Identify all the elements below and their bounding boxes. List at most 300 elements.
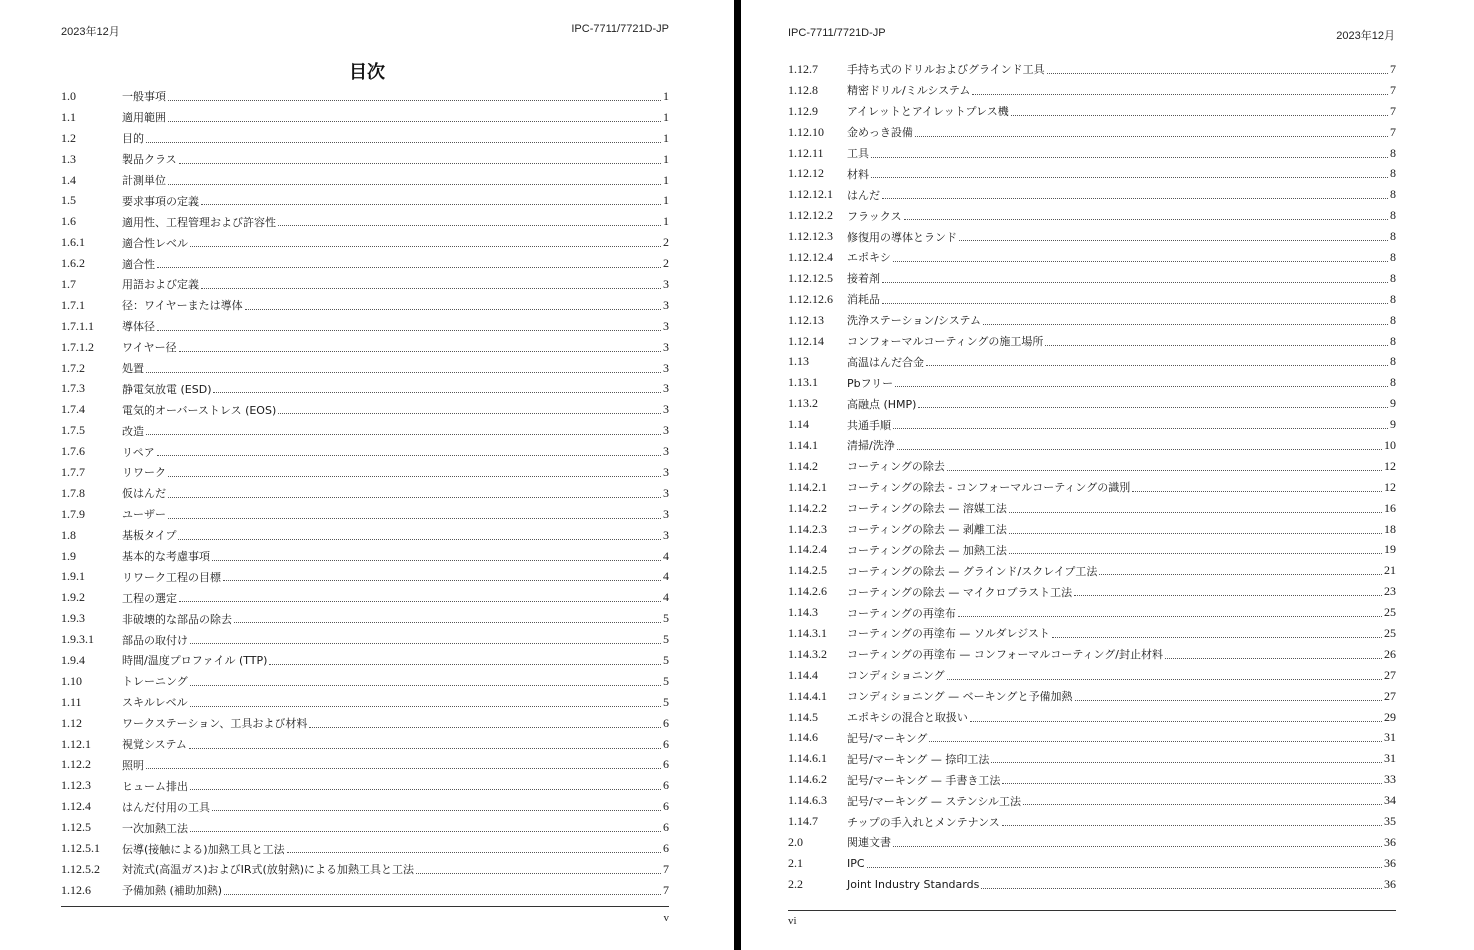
- toc-section-number: 1.12.5.1: [61, 841, 100, 855]
- toc-section-number: 1.12.13: [788, 312, 824, 327]
- toc-section-number: 1.14.2: [788, 458, 818, 473]
- toc-entry[interactable]: [788, 539, 1396, 560]
- toc-section-title: 適合性: [122, 257, 155, 271]
- toc-section-number: 1.14.6.1: [788, 751, 827, 766]
- toc-leader-dots: [893, 846, 1382, 847]
- header-doc-id: IPC-7711/7721D-JP: [788, 27, 886, 39]
- toc-page-number: 3: [663, 297, 669, 312]
- toc-entry[interactable]: [788, 602, 1396, 623]
- toc-entry[interactable]: [61, 107, 669, 128]
- toc-entry[interactable]: [61, 337, 669, 358]
- toc-section-title: 一次加熱工法: [122, 821, 188, 835]
- toc-section-title: コンディショニング — ベーキングと予備加熱: [847, 690, 1073, 704]
- toc-section-number: 1.13.2: [788, 396, 818, 411]
- toc-section-title: 修復用の導体とランド: [847, 230, 957, 244]
- toc-page-number: 8: [1390, 208, 1396, 223]
- toc-section-number: 1.7: [61, 276, 76, 291]
- toc-leader-dots: [168, 184, 661, 185]
- toc-entry[interactable]: [788, 184, 1396, 205]
- toc-section-number: 1.9: [61, 548, 76, 563]
- toc-page-number: 3: [663, 276, 669, 291]
- toc-page-number: 16: [1384, 500, 1396, 515]
- toc-page-number: 1: [663, 88, 669, 103]
- toc-section-title: 工程の選定: [122, 591, 177, 605]
- toc-page-number: 3: [663, 423, 669, 438]
- toc-page-number: 7: [1390, 124, 1396, 139]
- toc-section-title: ヒューム排出: [122, 779, 188, 793]
- toc-page-number: 5: [663, 694, 669, 709]
- toc-section-title: フラックス: [847, 209, 902, 223]
- toc-entry[interactable]: [788, 310, 1396, 331]
- toc-section-number: 1.13: [788, 354, 809, 369]
- toc-leader-dots: [1002, 783, 1382, 784]
- toc-entry[interactable]: [61, 859, 669, 880]
- toc-entry[interactable]: [788, 581, 1396, 602]
- toc-leader-dots: [168, 100, 661, 101]
- toc-section-title: コーティングの除去 — 加熱工法: [847, 543, 1007, 557]
- toc-leader-dots: [190, 706, 661, 707]
- page-divider: [734, 0, 741, 950]
- toc-section-number: 1.12.12.2: [788, 208, 833, 223]
- toc-section-number: 1.7.7: [61, 464, 85, 479]
- toc-section-title: ワイヤー径: [122, 341, 177, 355]
- toc-page-number: 18: [1384, 521, 1396, 536]
- toc-entry[interactable]: [788, 853, 1396, 874]
- toc-section-number: 1.12.5.2: [61, 861, 100, 876]
- toc-entry[interactable]: [61, 378, 669, 399]
- toc-leader-dots: [1023, 804, 1382, 805]
- toc-entry[interactable]: [61, 629, 669, 650]
- toc-entry[interactable]: [61, 149, 669, 170]
- page-title: 目次: [349, 62, 385, 83]
- toc-entry[interactable]: [61, 211, 669, 232]
- toc-page-number: 8: [1390, 249, 1396, 264]
- toc-leader-dots: [1002, 825, 1382, 826]
- toc-page-number: 3: [663, 464, 669, 479]
- toc-section-number: 1.14.7: [788, 814, 818, 828]
- toc-entry[interactable]: [788, 351, 1396, 372]
- toc-section-title: 導体径: [122, 320, 155, 334]
- toc-page-number: 29: [1384, 709, 1396, 724]
- toc-section-title: 静電気放電 (ESD): [122, 382, 212, 396]
- toc-section-number: 1.7.1.1: [61, 318, 94, 333]
- toc-section-title: 記号/マーキング: [847, 731, 928, 745]
- toc-entry[interactable]: [61, 713, 669, 734]
- toc-entry[interactable]: [788, 644, 1396, 665]
- toc-section-number: 1.12.2: [61, 757, 91, 772]
- toc-leader-dots: [1045, 345, 1388, 346]
- toc-page-number: 6: [663, 715, 669, 730]
- toc-leader-dots: [223, 580, 661, 581]
- toc-section-title: 適用範囲: [122, 111, 166, 125]
- toc-section-number: 1.6.1: [61, 235, 85, 250]
- toc-entry[interactable]: [61, 441, 669, 462]
- toc-page-number: 35: [1384, 814, 1396, 828]
- toc-section-title: リワーク: [122, 466, 166, 480]
- toc-section-title: 時間/温度プロファイル (TTP): [122, 654, 268, 668]
- toc-page-number: 7: [1390, 82, 1396, 97]
- toc-leader-dots: [915, 136, 1388, 137]
- toc-entry[interactable]: [788, 289, 1396, 310]
- toc-section-number: 1.12.12.5: [788, 270, 833, 285]
- toc-leader-dots: [416, 873, 661, 874]
- toc-entry[interactable]: [61, 671, 669, 692]
- toc-section-title: 予備加熱 (補助加熱): [122, 884, 223, 898]
- toc-entry[interactable]: [61, 775, 669, 796]
- toc-section-title: ユーザー: [122, 508, 166, 522]
- toc-entry[interactable]: [788, 874, 1396, 895]
- toc-leader-dots: [947, 470, 1382, 471]
- toc-section-number: 1.6: [61, 214, 76, 229]
- toc-page-number: 9: [1390, 417, 1396, 432]
- toc-entry[interactable]: [788, 101, 1396, 122]
- toc-section-number: 1.14.2.4: [788, 542, 827, 557]
- toc-section-title: 仮はんだ: [122, 487, 166, 501]
- toc-leader-dots: [168, 121, 661, 122]
- toc-page-number: 8: [1390, 312, 1396, 327]
- toc-page-number: 3: [663, 485, 669, 500]
- toc-entry[interactable]: [61, 566, 669, 587]
- toc-entry[interactable]: [61, 525, 669, 546]
- toc-section-number: 1.6.2: [61, 256, 85, 271]
- toc-leader-dots: [179, 351, 661, 352]
- toc-entry[interactable]: [61, 483, 669, 504]
- toc-section-title: 改造: [122, 424, 144, 438]
- toc-page-number: 5: [663, 673, 669, 688]
- toc-entry[interactable]: [61, 253, 669, 274]
- toc-entry[interactable]: [788, 247, 1396, 268]
- toc-leader-dots: [897, 449, 1382, 450]
- toc-entry[interactable]: [788, 665, 1396, 686]
- toc-section-number: 1.14.4: [788, 667, 818, 682]
- toc-entry[interactable]: [61, 399, 669, 420]
- toc-section-number: 1.14.6.2: [788, 772, 827, 787]
- toc-section-title: 適合性レベル: [122, 236, 188, 250]
- toc-page-number: 6: [663, 841, 669, 855]
- toc-section-number: 1.12: [61, 715, 82, 730]
- toc-section-number: 1.12.14: [788, 333, 824, 348]
- toc-section-number: 1.14.3: [788, 605, 818, 620]
- toc-page-number: 36: [1384, 855, 1396, 870]
- toc-section-number: 1.14.5: [788, 709, 818, 724]
- toc-entry[interactable]: [788, 143, 1396, 164]
- toc-page-number: 8: [1390, 333, 1396, 348]
- toc-entry[interactable]: [61, 316, 669, 337]
- toc-section-title: 製品クラス: [122, 153, 177, 167]
- toc-entry[interactable]: [788, 435, 1396, 456]
- toc-page-number: 3: [663, 339, 669, 354]
- toc-section-number: 1.7.1.2: [61, 339, 94, 354]
- toc-leader-dots: [190, 246, 661, 247]
- toc-section-number: 1.12.3: [61, 778, 91, 793]
- toc-leader-dots: [1009, 533, 1382, 534]
- toc-entry[interactable]: [61, 190, 669, 211]
- toc-entry[interactable]: [788, 686, 1396, 707]
- toc-entry[interactable]: [788, 414, 1396, 435]
- toc-section-number: 1.12.6: [61, 882, 91, 897]
- toc-entry[interactable]: [61, 358, 669, 379]
- toc-entry[interactable]: [61, 755, 669, 776]
- toc-section-number: 1.12.12.1: [788, 187, 833, 202]
- toc-entry[interactable]: [788, 519, 1396, 540]
- toc-entry[interactable]: [61, 608, 669, 629]
- toc-leader-dots: [959, 240, 1388, 241]
- toc-page-number: 3: [663, 360, 669, 375]
- toc-page-number: 25: [1384, 625, 1396, 640]
- toc-leader-dots: [970, 721, 1382, 722]
- toc-section-number: 1.14.2.6: [788, 584, 827, 599]
- toc-entry[interactable]: [61, 128, 669, 149]
- toc-page-number: 3: [663, 527, 669, 542]
- toc-section-title: リワーク工程の目標: [122, 570, 221, 584]
- toc-entry[interactable]: [788, 331, 1396, 352]
- toc-section-number: 1.14.1: [788, 437, 818, 452]
- toc-page-number: 8: [1390, 375, 1396, 390]
- toc-entry[interactable]: [788, 268, 1396, 289]
- toc-section-title: 照明: [122, 758, 144, 772]
- toc-page-number: 8: [1390, 145, 1396, 160]
- toc-page-number: 26: [1384, 646, 1396, 661]
- toc-section-number: 1.11: [61, 694, 82, 709]
- toc-page-number: 8: [1390, 354, 1396, 369]
- toc-section-number: 1.14.3.1: [788, 625, 827, 640]
- toc-entry[interactable]: [788, 80, 1396, 101]
- toc-page-number: 6: [663, 799, 669, 814]
- toc-page-number: 8: [1390, 187, 1396, 202]
- toc-entry[interactable]: [788, 372, 1396, 393]
- toc-entry[interactable]: [61, 504, 669, 525]
- toc-page-number: 34: [1384, 793, 1396, 808]
- toc-entry[interactable]: [61, 86, 669, 107]
- toc-entry[interactable]: [61, 817, 669, 838]
- toc-section-title: 工具: [847, 147, 869, 160]
- toc-leader-dots: [179, 163, 661, 164]
- toc-section-number: 1.9.4: [61, 652, 85, 667]
- toc-section-title: 金めっき設備: [847, 126, 913, 140]
- toc-leader-dots: [168, 497, 661, 498]
- toc-entry[interactable]: [61, 546, 669, 567]
- toc-section-title: 材料: [847, 167, 869, 181]
- toc-leader-dots: [190, 685, 661, 686]
- toc-entry[interactable]: [788, 477, 1396, 498]
- toc-entry[interactable]: [788, 623, 1396, 644]
- toc-section-number: 1.14.6: [788, 730, 818, 745]
- toc-page-number: 25: [1384, 605, 1396, 620]
- toc-entry[interactable]: [61, 420, 669, 441]
- toc-page-number: 4: [663, 548, 669, 563]
- toc-page-number: 33: [1384, 772, 1396, 787]
- toc-leader-dots: [929, 741, 1382, 742]
- toc-leader-dots: [212, 810, 661, 811]
- toc-entry[interactable]: [788, 59, 1396, 80]
- toc-section-number: 1.9.2: [61, 590, 85, 605]
- toc-section-number: 1.14.2.1: [788, 479, 827, 494]
- header-date: 2023年12月: [61, 26, 120, 38]
- toc-list: [61, 86, 669, 901]
- toc-entry[interactable]: [788, 832, 1396, 853]
- toc-entry[interactable]: [788, 205, 1396, 226]
- toc-page-number: 7: [1390, 61, 1396, 76]
- toc-entry[interactable]: [61, 692, 669, 713]
- toc-entry[interactable]: [788, 163, 1396, 184]
- toc-page-number: 12: [1384, 479, 1396, 494]
- toc-leader-dots: [926, 365, 1388, 366]
- toc-page-number: 3: [663, 318, 669, 333]
- toc-entry[interactable]: [788, 393, 1396, 414]
- toc-leader-dots: [918, 407, 1388, 408]
- toc-section-title: 基板タイプ: [122, 529, 177, 543]
- toc-leader-dots: [882, 303, 1388, 304]
- toc-leader-dots: [1011, 115, 1388, 116]
- toc-page-number: 23: [1384, 584, 1396, 599]
- toc-leader-dots: [958, 616, 1382, 617]
- page-left: [0, 0, 734, 950]
- toc-page-number: 1: [663, 109, 669, 124]
- toc-entry[interactable]: [61, 587, 669, 608]
- toc-page-number: 5: [663, 611, 669, 626]
- toc-section-number: 1.12.12: [788, 166, 824, 181]
- toc-page-number: 31: [1384, 751, 1396, 766]
- toc-entry[interactable]: [788, 498, 1396, 519]
- toc-page-number: 3: [663, 506, 669, 521]
- toc-section-number: 1.14.3.2: [788, 646, 827, 661]
- toc-section-title: はんだ付用の工具: [122, 800, 210, 814]
- toc-section-title: 関連文書: [847, 836, 891, 850]
- toc-page-number: 8: [1390, 166, 1396, 181]
- toc-leader-dots: [882, 282, 1388, 283]
- toc-section-title: 消耗品: [847, 293, 880, 307]
- toc-leader-dots: [893, 428, 1388, 429]
- toc-entry[interactable]: [788, 226, 1396, 247]
- toc-page-number: 1: [663, 214, 669, 229]
- page-number: vi: [788, 915, 797, 927]
- toc-page-number: 7: [663, 882, 669, 897]
- toc-section-number: 1.14.6.3: [788, 793, 827, 808]
- toc-page-number: 7: [1390, 103, 1396, 118]
- toc-entry[interactable]: [788, 728, 1396, 749]
- toc-section-title: 径：ワイヤーまたは導体: [122, 299, 243, 313]
- toc-page-number: 27: [1384, 667, 1396, 682]
- toc-section-number: 1.7.1: [61, 297, 85, 312]
- toc-entry[interactable]: [61, 734, 669, 755]
- toc-entry[interactable]: [788, 456, 1396, 477]
- toc-section-title: 高融点 (HMP): [847, 397, 917, 411]
- toc-leader-dots: [287, 852, 661, 853]
- toc-section-number: 1.10: [61, 673, 82, 688]
- toc-leader-dots: [882, 198, 1388, 199]
- toc-section-number: 1.7.6: [61, 444, 85, 459]
- toc-section-number: 1.12.4: [61, 799, 91, 814]
- toc-entry[interactable]: [788, 769, 1396, 790]
- toc-leader-dots: [178, 539, 661, 540]
- toc-page-number: 6: [663, 736, 669, 751]
- toc-section-title: はんだ: [847, 188, 880, 202]
- toc-page-number: 3: [663, 444, 669, 459]
- toc-page-number: 6: [663, 778, 669, 793]
- toc-page-number: 2: [663, 256, 669, 271]
- toc-section-number: 1.9.3: [61, 611, 85, 626]
- toc-entry[interactable]: [61, 462, 669, 483]
- toc-leader-dots: [212, 560, 661, 561]
- toc-section-number: 1.14.4.1: [788, 688, 827, 703]
- toc-leader-dots: [278, 225, 661, 226]
- toc-leader-dots: [189, 748, 661, 749]
- toc-section-number: 1.9.1: [61, 569, 85, 584]
- toc-entry[interactable]: [788, 560, 1396, 581]
- toc-section-title: 記号/マーキング — ステンシル工法: [847, 794, 1022, 808]
- toc-section-title: 一般事項: [122, 90, 166, 104]
- toc-entry[interactable]: [788, 811, 1396, 832]
- toc-section-number: 2.2: [788, 876, 803, 891]
- toc-page-number: 8: [1390, 229, 1396, 244]
- toc-section-title: コーティングの再塗布: [847, 606, 956, 620]
- page-number: v: [663, 912, 669, 924]
- toc-section-title: コーティングの再塗布 — コンフォーマルコーティング/封止材料: [847, 648, 1163, 662]
- toc-section-title: 用語および定義: [122, 278, 199, 292]
- toc-section-title: 共通手順: [847, 418, 891, 432]
- toc-section-number: 1.12.8: [788, 82, 818, 97]
- toc-section-title: 部品の取付け: [122, 633, 188, 647]
- toc-entry[interactable]: [61, 170, 669, 191]
- toc-leader-dots: [1099, 574, 1382, 575]
- toc-page-number: 2: [663, 235, 669, 250]
- toc-section-number: 1.8: [61, 527, 76, 542]
- toc-leader-dots: [1009, 512, 1382, 513]
- toc-section-number: 1.12.12.4: [788, 249, 833, 264]
- toc-page-number: 1: [663, 151, 669, 166]
- toc-list: [788, 59, 1396, 895]
- toc-section-title: 非破壊的な部品の除去: [122, 612, 232, 626]
- toc-entry[interactable]: [788, 122, 1396, 143]
- toc-section-number: 1.7.3: [61, 381, 85, 396]
- toc-section-number: 2.0: [788, 834, 803, 849]
- toc-entry[interactable]: [61, 274, 669, 295]
- toc-entry[interactable]: [61, 232, 669, 253]
- toc-section-number: 1.5: [61, 193, 76, 208]
- toc-entry[interactable]: [788, 790, 1396, 811]
- toc-leader-dots: [190, 643, 661, 644]
- toc-entry[interactable]: [788, 707, 1396, 728]
- footer-rule: [788, 910, 1396, 911]
- toc-section-title: コーティングの除去 — マイクロブラスト工法: [847, 585, 1073, 599]
- toc-leader-dots: [269, 664, 661, 665]
- toc-section-title: 手持ち式のドリルおよびグラインド工具: [847, 63, 1045, 77]
- toc-entry[interactable]: [61, 295, 669, 316]
- toc-section-title: 処置: [122, 362, 144, 376]
- toc-leader-dots: [146, 142, 661, 143]
- toc-leader-dots: [904, 219, 1388, 220]
- toc-entry[interactable]: [61, 796, 669, 817]
- toc-section-title: コーティングの除去 — 剥離工法: [847, 523, 1007, 537]
- toc-leader-dots: [278, 413, 661, 414]
- toc-section-number: 1.1: [61, 109, 76, 124]
- toc-entry[interactable]: [61, 838, 669, 859]
- toc-entry[interactable]: [788, 748, 1396, 769]
- toc-entry[interactable]: [61, 880, 669, 901]
- toc-section-title: 電気的オーバーストレス (EOS): [122, 403, 277, 417]
- toc-page-number: 21: [1384, 563, 1396, 578]
- toc-page-number: 8: [1390, 270, 1396, 285]
- toc-entry[interactable]: [61, 650, 669, 671]
- toc-section-number: 1.12.1: [61, 736, 91, 751]
- toc-page-number: 1: [663, 130, 669, 145]
- toc-leader-dots: [309, 727, 661, 728]
- toc-leader-dots: [201, 288, 661, 289]
- toc-leader-dots: [234, 622, 661, 623]
- toc-page-number: 36: [1384, 876, 1396, 891]
- toc-section-title: コンディショニング: [847, 669, 945, 683]
- toc-section-title: 対流式(高温ガス)およびIR式(放射熱)による加熱工具と工法: [122, 863, 415, 877]
